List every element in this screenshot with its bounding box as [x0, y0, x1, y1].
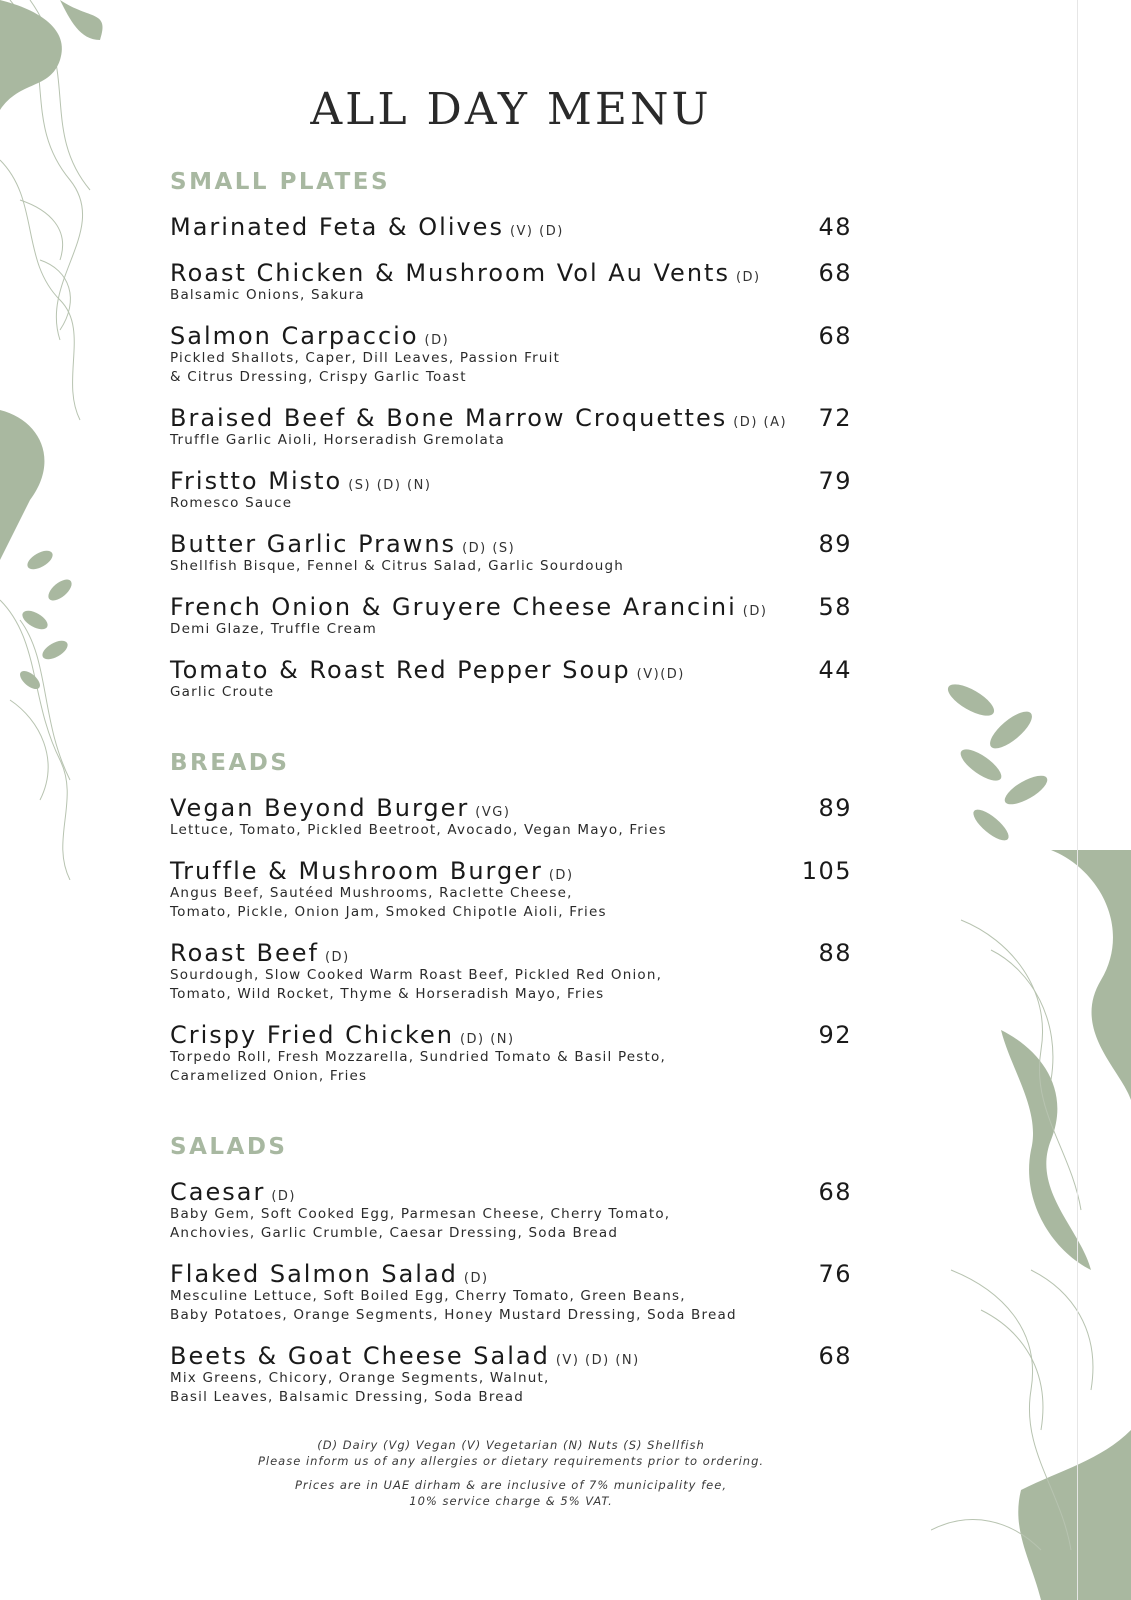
- menu-item-description: Mesculine Lettuce, Soft Boiled Egg, Cherry Tomato, Green Beans, Baby Potatoes, Orange Segments, Honey Mustard Dressing, Soda Bread: [170, 1288, 737, 1323]
- menu-item-price: 68: [818, 322, 852, 350]
- menu-item-name: Tomato & Roast Red Pepper Soup: [170, 656, 631, 684]
- menu-item-header: [170, 403, 852, 433]
- menu-item: [170, 1177, 852, 1243]
- menu-section: [170, 168, 852, 702]
- menu-item: [170, 592, 852, 639]
- dietary-tags: (D) (S): [462, 541, 516, 556]
- menu-item-header: [170, 466, 852, 496]
- menu-item-header: [170, 938, 852, 968]
- menu-item-name: Vegan Beyond Burger: [170, 794, 470, 822]
- menu-item: [170, 1341, 852, 1407]
- menu-item-description: Sourdough, Slow Cooked Warm Roast Beef, Pickled Red Onion, Tomato, Wild Rocket, Thyme & Horseradish Mayo, Fries: [170, 967, 663, 1002]
- menu-item-title: [170, 466, 431, 496]
- menu-item-header: [170, 258, 852, 288]
- menu-item-name: Crispy Fried Chicken: [170, 1021, 454, 1049]
- menu-item-header: [170, 321, 852, 351]
- menu-item-description: Lettuce, Tomato, Pickled Beetroot, Avocado, Vegan Mayo, Fries: [170, 822, 667, 838]
- menu-item-header: [170, 793, 852, 823]
- price-notice-line-2: 10% service charge & 5% VAT.: [409, 1494, 613, 1508]
- menu-section: [170, 749, 852, 1086]
- menu-item-name: Caesar: [170, 1178, 266, 1206]
- menu-item-header: [170, 856, 852, 886]
- section-title: BREADS: [170, 750, 290, 776]
- menu-item-description: Shellfish Bisque, Fennel & Citrus Salad, Garlic Sourdough: [170, 558, 625, 574]
- menu-item-name: Salmon Carpaccio: [170, 322, 419, 350]
- allergy-notice: Please inform us of any allergies or dietary requirements prior to ordering.: [257, 1454, 765, 1468]
- dietary-tags: (V)(D): [636, 667, 685, 682]
- dietary-tags: (S) (D) (N): [348, 478, 432, 493]
- menu-item-name: Braised Beef & Bone Marrow Croquettes: [170, 404, 728, 432]
- menu-item-name: Roast Chicken & Mushroom Vol Au Vents: [170, 259, 730, 287]
- menu-item-description: Garlic Croute: [170, 684, 275, 700]
- menu-item-description: Pickled Shallots, Caper, Dill Leaves, Passion Fruit & Citrus Dressing, Crispy Garlic Toast: [170, 350, 561, 385]
- menu-item-header: [170, 212, 852, 242]
- menu-item-header: [170, 592, 852, 622]
- menu-item-title: [170, 856, 574, 886]
- page-edge-divider: [1077, 0, 1078, 1600]
- menu-item-price: 68: [818, 1342, 852, 1370]
- allergen-legend: (D) Dairy (Vg) Vegan (V) Vegetarian (N) Nuts (S) Shellfish: [317, 1438, 705, 1452]
- menu-item-price: 72: [818, 404, 852, 432]
- price-notice-line-1: Prices are in UAE dirham & are inclusive of 7% municipality fee,: [294, 1478, 727, 1492]
- menu-item-name: Flaked Salmon Salad: [170, 1260, 458, 1288]
- menu-item-price: 48: [818, 213, 852, 241]
- menu-item-title: [170, 1177, 296, 1207]
- menu-item-description: Truffle Garlic Aioli, Horseradish Gremolata: [170, 432, 505, 448]
- menu-item-header: [170, 1177, 852, 1207]
- menu-item-description: Torpedo Roll, Fresh Mozzarella, Sundried Tomato & Basil Pesto, Caramelized Onion, Fries: [170, 1049, 666, 1084]
- menu-item: [170, 403, 852, 450]
- menu-section: [170, 1133, 852, 1407]
- menu-item-title: [170, 258, 761, 288]
- dietary-tags: (V) (D): [509, 224, 564, 239]
- footer-notes: [0, 1437, 1022, 1509]
- menu-item-header: [170, 1020, 852, 1050]
- menu-item-price: 76: [818, 1260, 852, 1288]
- dietary-tags: (D) (A): [733, 415, 788, 430]
- menu-item-header: [170, 655, 852, 685]
- dietary-tags: (D): [324, 950, 350, 965]
- page-title: ALL DAY MENU: [310, 84, 712, 135]
- menu-item: [170, 856, 852, 922]
- menu-item-name: Fristto Misto: [170, 467, 343, 495]
- menu-item-header: [170, 529, 852, 559]
- menu-item-title: [170, 655, 685, 685]
- dietary-tags: (VG): [475, 805, 511, 820]
- dietary-tags: (D): [271, 1189, 296, 1204]
- menu-item-title: [170, 529, 515, 559]
- menu-item: [170, 1020, 852, 1086]
- dietary-tags: (D) (N): [459, 1032, 515, 1047]
- menu-item: [170, 321, 852, 387]
- menu-item-description: Balsamic Onions, Sakura: [170, 287, 365, 303]
- section-title: SMALL PLATES: [170, 169, 391, 195]
- menu-item-title: [170, 938, 350, 968]
- menu-item-name: Marinated Feta & Olives: [170, 213, 504, 241]
- menu-item-title: [170, 793, 510, 823]
- dietary-tags: (D): [742, 604, 768, 619]
- menu-item-description: Angus Beef, Sautéed Mushrooms, Raclette Cheese, Tomato, Pickle, Onion Jam, Smoked Chipotle Aioli, Fries: [170, 885, 607, 920]
- menu-item: [170, 655, 852, 702]
- menu-item-description: Demi Glaze, Truffle Cream: [170, 621, 377, 637]
- menu-item-title: [170, 212, 564, 242]
- menu-item-price: 88: [818, 939, 852, 967]
- menu-item-title: [170, 321, 449, 351]
- menu-item-name: Truffle & Mushroom Burger: [170, 857, 543, 885]
- menu-item-header: [170, 1259, 852, 1289]
- menu-item-price: 92: [818, 1021, 852, 1049]
- menu-item: [170, 466, 852, 513]
- section-title: SALADS: [170, 1134, 288, 1160]
- menu-item-price: 105: [801, 857, 852, 885]
- menu-item-price: 44: [818, 656, 852, 684]
- menu-item-title: [170, 592, 767, 622]
- menu-item-name: Butter Garlic Prawns: [170, 530, 457, 558]
- menu-item-description: Mix Greens, Chicory, Orange Segments, Walnut, Basil Leaves, Balsamic Dressing, Soda Bread: [170, 1370, 550, 1405]
- menu-item-price: 89: [818, 794, 852, 822]
- menu-item-price: 89: [818, 530, 852, 558]
- menu-item-description: Baby Gem, Soft Cooked Egg, Parmesan Cheese, Cherry Tomato, Anchovies, Garlic Crumble, Caesar Dressing, Soda Bread: [170, 1206, 671, 1241]
- menu-item-name: Roast Beef: [170, 939, 319, 967]
- menu-item-name: French Onion & Gruyere Cheese Arancini: [170, 593, 737, 621]
- menu-item-title: [170, 403, 787, 433]
- dietary-tags: (D): [548, 868, 574, 883]
- dietary-tags: (V) (D) (N): [555, 1353, 640, 1368]
- dietary-tags: (D): [463, 1271, 489, 1286]
- menu-item: [170, 529, 852, 576]
- dietary-tags: (D): [735, 270, 761, 285]
- menu-item-name: Beets & Goat Cheese Salad: [170, 1342, 550, 1370]
- menu-item: [170, 212, 852, 242]
- menu-content: [170, 168, 852, 1423]
- menu-item: [170, 1259, 852, 1325]
- menu-item-description: Romesco Sauce: [170, 495, 293, 511]
- dietary-tags: (D): [424, 333, 450, 348]
- menu-item-price: 79: [818, 467, 852, 495]
- menu-item-title: [170, 1341, 640, 1371]
- menu-item-header: [170, 1341, 852, 1371]
- menu-item: [170, 258, 852, 305]
- menu-item-title: [170, 1020, 515, 1050]
- menu-item-price: 68: [818, 259, 852, 287]
- menu-item-price: 68: [818, 1178, 852, 1206]
- menu-item-price: 58: [818, 593, 852, 621]
- menu-item: [170, 938, 852, 1004]
- menu-item: [170, 793, 852, 840]
- menu-item-title: [170, 1259, 489, 1289]
